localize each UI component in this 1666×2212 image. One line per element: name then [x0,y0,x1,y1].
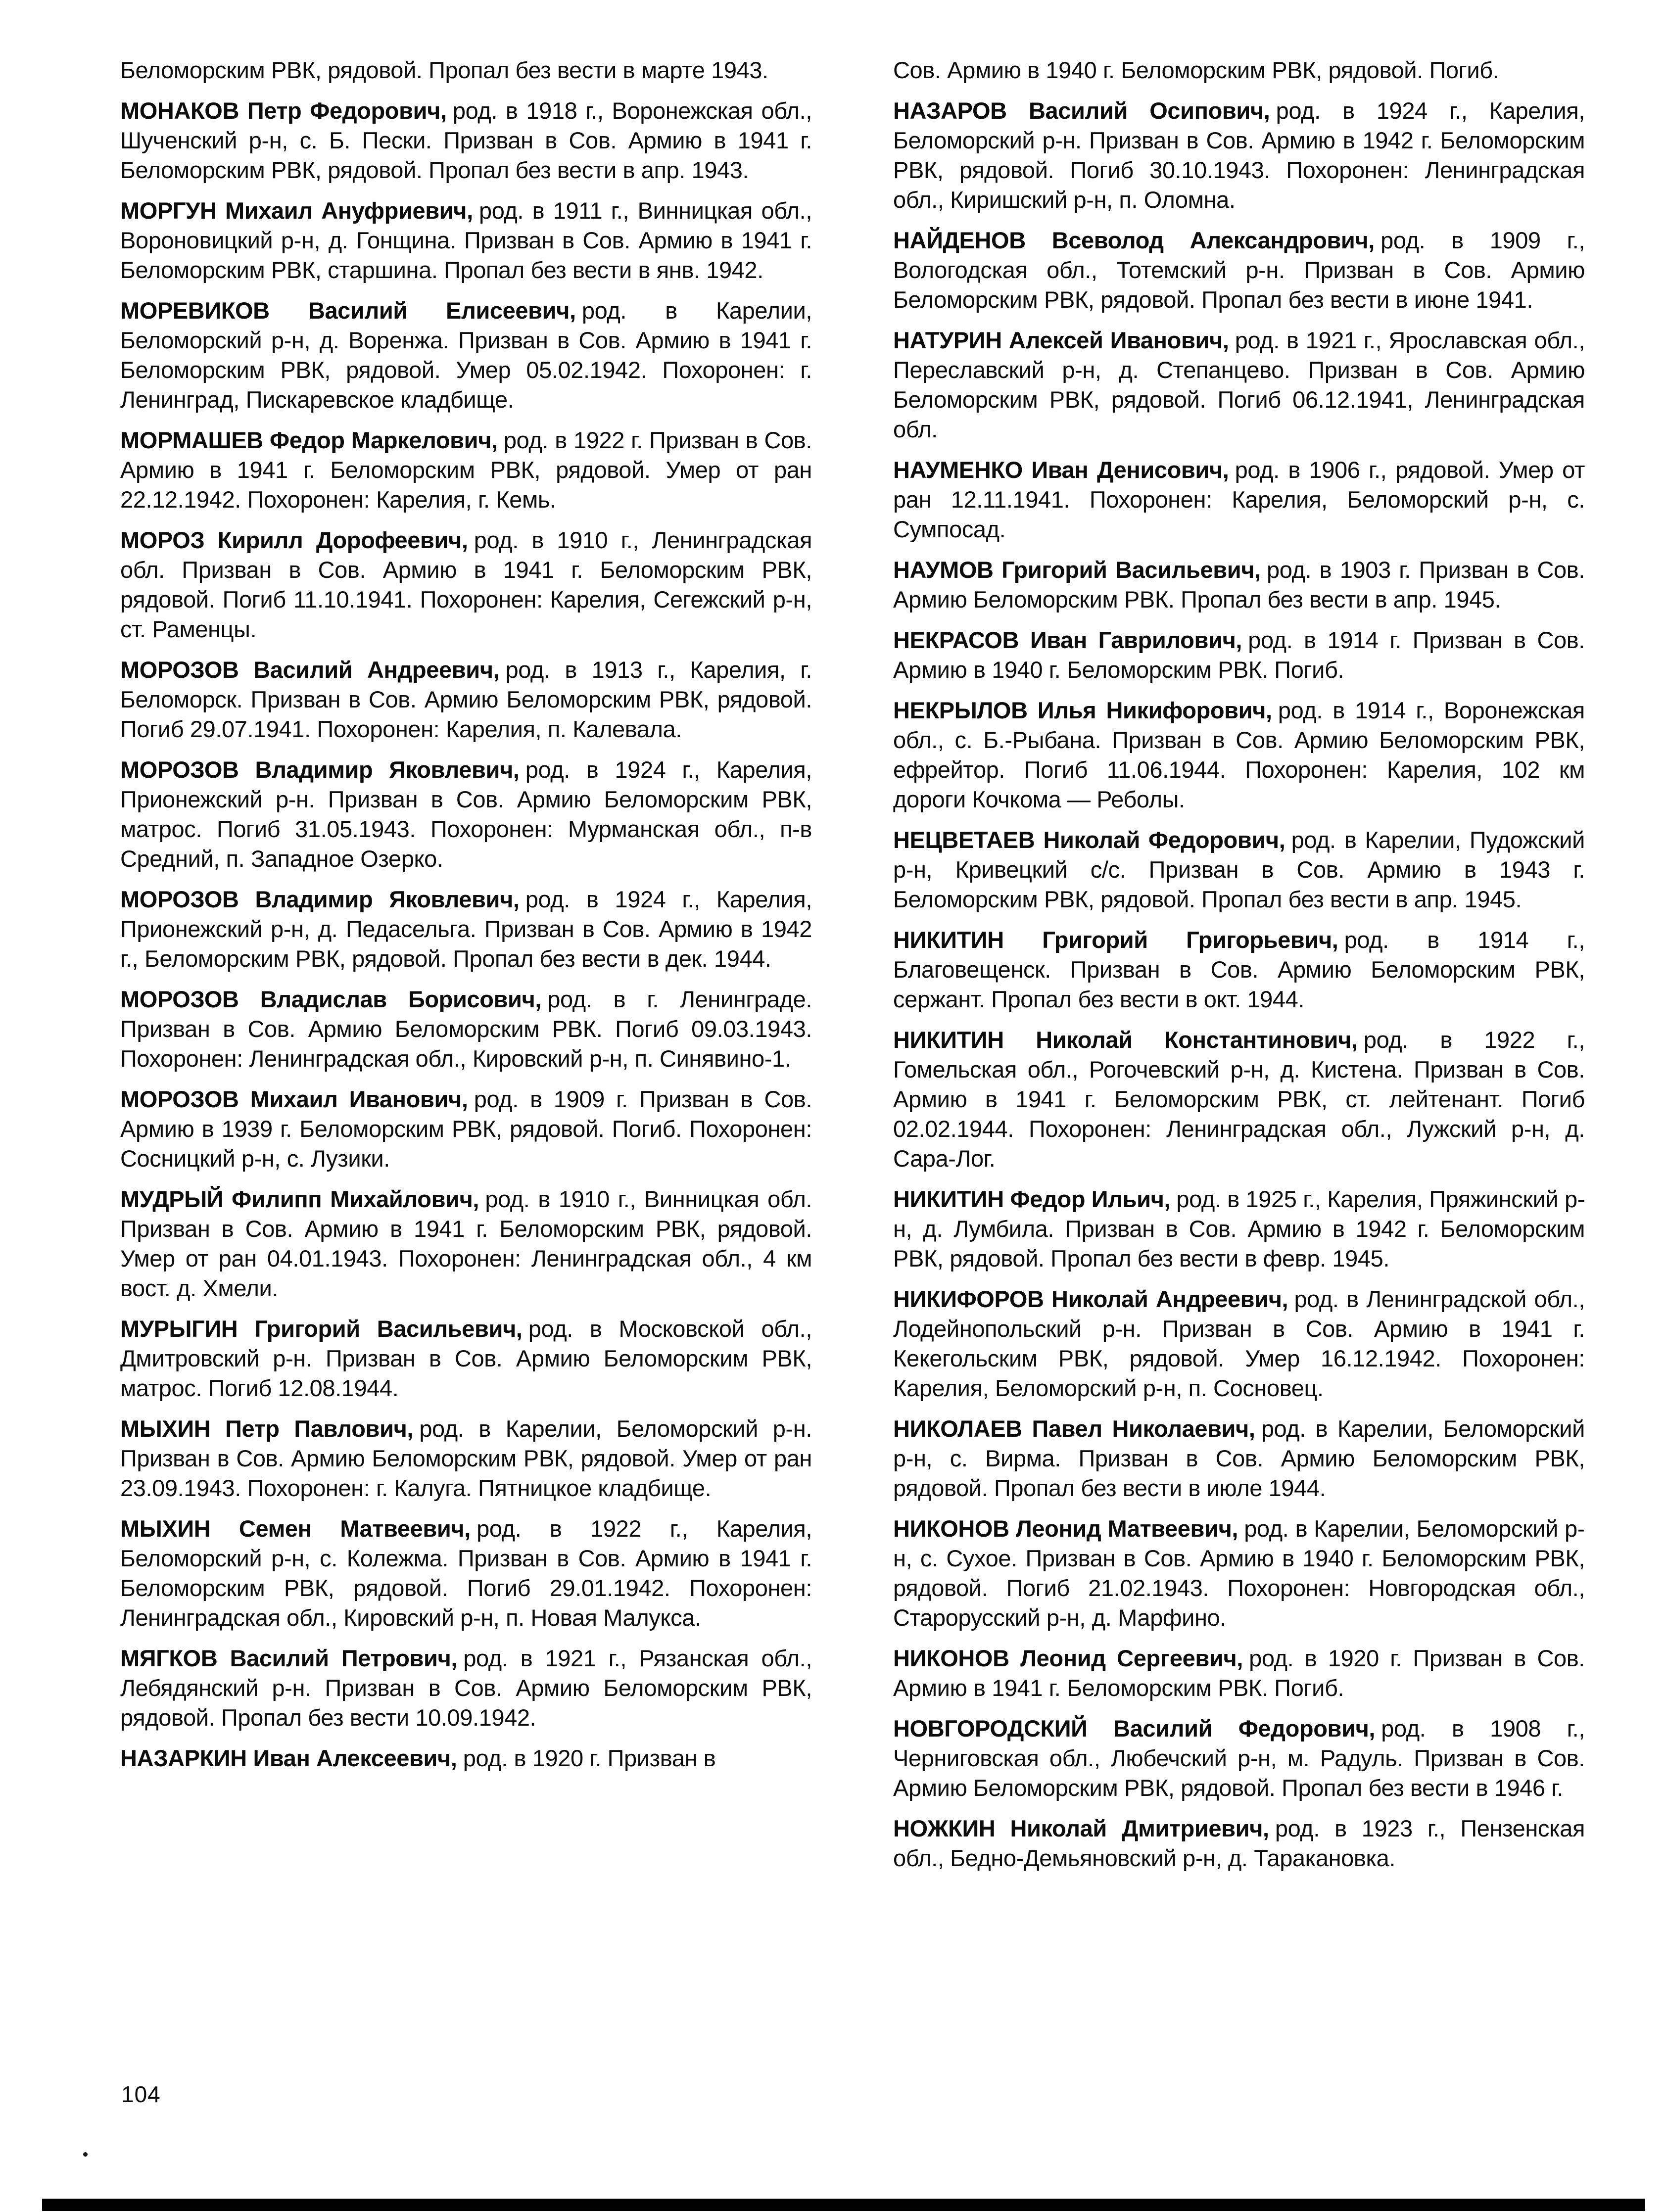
entry-text: род. в Ленинградской обл., Лодейнопольский р-н. Призван в Сов. Армию в 1941 г. Кекегольским РВК, рядовой. Умер 16.12.1942. Похоронен: Карелия, Беломорский р-н, п. Сосновец. [893,1286,1585,1401]
entry-text: род. в Карелии, Беломорский р-н, с. Сухое. Призван в Сов. Армию в 1940 г. Беломорским РВК, рядовой. Погиб 21.02.1943. Похоронен: Новгородская обл., Старорусский р-н, д. Марфино. [893,1515,1585,1631]
entry-surname-bold: МОРЕВИКОВ Василий Елисеевич, [120,297,576,324]
entry-surname-bold: НИКОНОВ Леонид Сергеевич, [893,1645,1243,1671]
entry-surname-bold: НОЖКИН Николай Дмитриевич, [893,1815,1269,1841]
left-column [120,55,812,1784]
memorial-entry [120,1414,812,1503]
entry-surname-bold: МУРЫГИН Григорий Васильевич, [120,1316,523,1342]
entry-surname-bold: МОРОЗОВ Владимир Яковлевич, [120,756,520,783]
entry-text: род. в 1911 г., Винницкая обл., Вороновицкий р-н, д. Гонщина. Призван в Сов. Армию в 1941 г. Беломорским РВК, старшина. Пропал без вести в янв. 1942. [120,197,812,283]
entry-surname-bold: НЕКРЫЛОВ Илья Никифорович, [893,697,1272,723]
memorial-entry [893,1644,1585,1703]
entry-text: род. в Карелии, Беломорский р-н, с. Вирма. Призван в Сов. Армию Беломорским РВК, рядовой. Пропал без вести в июле 1944. [893,1415,1585,1501]
entry-text: род. в 1918 г., Воронежская обл., Шученский р-н, с. Б. Пески. Призван в Сов. Армию в 1941 г. Беломорским РВК, рядовой. Пропал без вести в апр. 1943. [120,97,812,183]
entry-text: род. в 1924 г., Карелия, Прионежский р-н, д. Педасельга. Призван в Сов. Армию в 1942 г., Беломорским РВК, рядовой. Пропал без вести в дек. 1944. [120,886,812,972]
memorial-entry [120,425,812,515]
memorial-entry [120,296,812,415]
entry-text: род. в 1910 г., Ленинградская обл. Призван в Сов. Армию в 1941 г. Беломорским РВК, рядовой. Погиб 11.10.1941. Похоронен: Карелия, Сегежский р-н, ст. Раменцы. [120,527,812,642]
memorial-entry [120,1184,812,1303]
entry-surname-bold: НАТУРИН Алексей Иванович, [893,327,1229,353]
entry-text: род. в 1920 г. Призван в [463,1745,716,1771]
memorial-entry [893,96,1585,215]
entry-surname-bold: МОРОЗОВ Владислав Борисович, [120,986,542,1012]
entry-surname-bold: НЕКРАСОВ Иван Гаврилович, [893,627,1242,653]
entry-text: род. в 1914 г., Благовещенск. Призван в Сов. Армию Беломорским РВК, сержант. Пропал без вести в окт. 1944. [893,927,1585,1012]
memorial-entry [893,326,1585,444]
page-number: 104 [121,2081,161,2107]
entry-surname-bold: МЯГКОВ Василий Петрович, [120,1645,458,1671]
memorial-entry [893,455,1585,544]
entry-text: род. в 1913 г., Карелия, г. Беломорск. Призван в Сов. Армию Беломорским РВК, рядовой. Погиб 29.07.1941. Похоронен: Карелия, п. Калевала. [120,657,812,742]
memorial-entry [120,1743,812,1773]
entry-surname-bold: НИКОЛАЕВ Павел Николаевич, [893,1415,1255,1442]
right-column [893,55,1585,1884]
memorial-entry [893,825,1585,914]
entry-surname-bold: МЫХИН Семен Матвеевич, [120,1515,471,1542]
entry-text: род. в г. Ленинграде. Призван в Сов. Армию Беломорским РВК. Погиб 09.03.1943. Похоронен: Ленинградская обл., Кировский р-н, п. Синявино-1. [120,986,812,1072]
entry-text: род. в 1922 г., Гомельская обл., Рогочевский р-н, д. Кистена. Призван в Сов. Армию в 1941 г. Беломорским РВК, ст. лейтенант. Погиб 02.02.1944. Похоронен: Ленинградская обл., Лужский р-н, д. Сара-Лог. [893,1027,1585,1172]
entry-surname-bold: НАЙДЕНОВ Всеволод Александрович, [893,227,1375,253]
memorial-entry [120,885,812,974]
entry-surname-bold: МОРГУН Михаил Ануфриевич, [120,197,473,224]
entry-text: род. в 1906 г., рядовой. Умер от ран 12.11.1941. Похоронен: Карелия, Беломорский р-н, с. Сумпосад. [893,457,1585,542]
scan-bottom-edge-bar [42,2199,1645,2211]
entry-text: Сов. Армию в 1940 г. Беломорским РВК, рядовой. Погиб. [893,57,1499,83]
entry-text: род. в 1924 г., Карелия, Беломорский р-н. Призван в Сов. Армию в 1942 г. Беломорским РВК, рядовой. Погиб 30.10.1943. Похоронен: Ленинградская обл., Киришский р-н, п. Оломна. [893,97,1585,213]
memorial-entry [893,1714,1585,1803]
memorial-entry [893,226,1585,315]
entry-surname-bold: МОНАКОВ Петр Федорович, [120,97,447,124]
entry-surname-bold: МОРОЗОВ Михаил Иванович, [120,1086,468,1112]
entry-surname-bold: МОРОЗ Кирилл Дорофеевич, [120,527,468,553]
entry-surname-bold: НИКИФОРОВ Николай Андреевич, [893,1286,1288,1312]
entry-text: Беломорским РВК, рядовой. Пропал без вести в марте 1943. [120,57,768,83]
entry-surname-bold: НИКИТИН Федор Ильич, [893,1186,1171,1212]
entry-text: род. в 1909 г., Вологодская обл., Тотемский р-н. Призван в Сов. Армию Беломорским РВК, рядовой. Пропал без вести в июне 1941. [893,227,1585,313]
entry-text: род. в 1924 г., Карелия, Прионежский р-н. Призван в Сов. Армию Беломорским РВК, матрос. Погиб 31.05.1943. Похоронен: Мурманская обл., п-в Средний, п. Западное Озерко. [120,756,812,872]
entry-text: род. в 1910 г., Винницкая обл. Призван в Сов. Армию в 1941 г. Беломорским РВК, рядовой. Умер от ран 04.01.1943. Похоронен: Ленинградская обл., 4 км вост. д. Хмели. [120,1186,812,1301]
memorial-entry [893,1184,1585,1273]
entry-surname-bold: НИКИТИН Григорий Григорьевич, [893,927,1338,953]
entry-text: род. в 1914 г., Воронежская обл., с. Б.-Рыбана. Призван в Сов. Армию Беломорским РВК, ефрейтор. Погиб 11.06.1944. Похоронен: Карелия, 102 км дороги Кочкома — Реболы. [893,697,1585,812]
entry-text: род. в 1921 г., Рязанская обл., Лебядянский р-н. Призван в Сов. Армию Беломорским РВК, рядовой. Пропал без вести 10.09.1942. [120,1645,812,1731]
entry-text: род. в Карелии, Пудожский р-н, Кривецкий с/с. Призван в Сов. Армию в 1943 г. Беломорским РВК, рядовой. Пропал без вести в апр. 1945. [893,827,1585,912]
scan-speck [83,2152,88,2157]
memorial-entry [120,1314,812,1403]
entry-text: род. в Карелии, Беломорский р-н, д. Воренжа. Призван в Сов. Армию в 1941 г. Беломорским РВК, рядовой. Умер 05.02.1942. Похоронен: г. Ленинград, Пискаревское кладбище. [120,297,812,413]
memorial-entry [893,925,1585,1014]
entry-surname-bold: МУДРЫЙ Филипп Михайлович, [120,1186,479,1212]
entry-text: род. в Карелии, Беломорский р-н. Призван в Сов. Армию Беломорским РВК, рядовой. Умер от ран 23.09.1943. Похоронен: г. Калуга. Пятницкое кладбище. [120,1415,812,1501]
memorial-entry [893,1514,1585,1633]
entry-text: род. в 1922 г., Карелия, Беломорский р-н, с. Колежма. Призван в Сов. Армию в 1941 г. Беломорским РВК, рядовой. Погиб 29.01.1942. Похоронен: Ленинградская обл., Кировский р-н, п. Новая Малукса. [120,1515,812,1631]
entry-surname-bold: НЕЦВЕТАЕВ Николай Федорович, [893,827,1285,853]
memorial-entry [120,96,812,185]
memorial-entry [893,1814,1585,1873]
memorial-entry [120,755,812,874]
entry-text: род. в 1925 г., Карелия, Пряжинский р-н, д. Лумбила. Призван в Сов. Армию в 1942 г. Беломорским РВК, рядовой. Пропал без вести в февр. 1945. [893,1186,1585,1271]
entry-text: род. в 1921 г., Ярославская обл., Переславский р-н, д. Степанцево. Призван в Сов. Армию Беломорским РВК, рядовой. Погиб 06.12.1941, Ленинградская обл. [893,327,1585,442]
entry-text: род. в 1923 г., Пензенская обл., Бедно-Демьяновский р-н, д. Таракановка. [893,1815,1585,1871]
memorial-entry [120,1084,812,1174]
memorial-entry [120,1644,812,1733]
entry-surname-bold: МЫХИН Петр Павлович, [120,1415,414,1442]
entry-text: род. в Московской обл., Дмитровский р-н. Призван в Сов. Армию Беломорским РВК, матрос. Погиб 12.08.1944. [120,1316,812,1401]
entry-text: род. в 1908 г., Черниговская обл., Любечский р-н, м. Радуль. Призван в Сов. Армию Беломорским РВК, рядовой. Пропал без вести в 1946 г. [893,1715,1585,1801]
entry-surname-bold: НАУМЕНКО Иван Денисович, [893,457,1229,483]
entry-surname-bold: НАЗАРОВ Василий Осипович, [893,97,1270,124]
entry-text: род. в 1903 г. Призван в Сов. Армию Беломорским РВК. Пропал без вести в апр. 1945. [893,557,1585,612]
memorial-entry [893,1414,1585,1503]
memorial-entry [893,696,1585,814]
entry-surname-bold: МОРОЗОВ Владимир Яковлевич, [120,886,520,912]
entry-surname-bold: НОВГОРОДСКИЙ Василий Федорович, [893,1715,1376,1741]
memorial-entry [120,55,812,85]
memorial-entry [893,1025,1585,1174]
memorial-entry [893,1284,1585,1403]
entry-surname-bold: НИКОНОВ Леонид Матвеевич, [893,1515,1238,1542]
memorial-entry [120,985,812,1074]
entry-surname-bold: МОРМАШЕВ Федор Маркелович, [120,427,498,453]
memorial-entry [120,655,812,744]
entry-surname-bold: НАУМОВ Григорий Васильевич, [893,557,1261,583]
entry-surname-bold: НИКИТИН Николай Константинович, [893,1027,1358,1053]
entry-text: род. в 1920 г. Призван в Сов. Армию в 1941 г. Беломорским РВК. Погиб. [893,1645,1585,1701]
entry-text: род. в 1909 г. Призван в Сов. Армию в 1939 г. Беломорским РВК, рядовой. Погиб. Похоронен: Сосницкий р-н, с. Лузики. [120,1086,812,1172]
entry-text: род. в 1922 г. Призван в Сов. Армию в 1941 г. Беломорским РВК, рядовой. Умер от ран 22.12.1942. Похоронен: Карелия, г. Кемь. [120,427,812,513]
entry-surname-bold: МОРОЗОВ Василий Андреевич, [120,657,500,683]
memorial-entry [893,625,1585,685]
entry-text: род. в 1914 г. Призван в Сов. Армию в 1940 г. Беломорским РВК. Погиб. [893,627,1585,683]
memorial-entry [120,196,812,285]
entry-surname-bold: НАЗАРКИН Иван Алексеевич, [120,1745,457,1771]
memorial-entry [120,525,812,644]
memorial-entry [893,55,1585,85]
memorial-entry [120,1514,812,1633]
memorial-entry [893,555,1585,614]
